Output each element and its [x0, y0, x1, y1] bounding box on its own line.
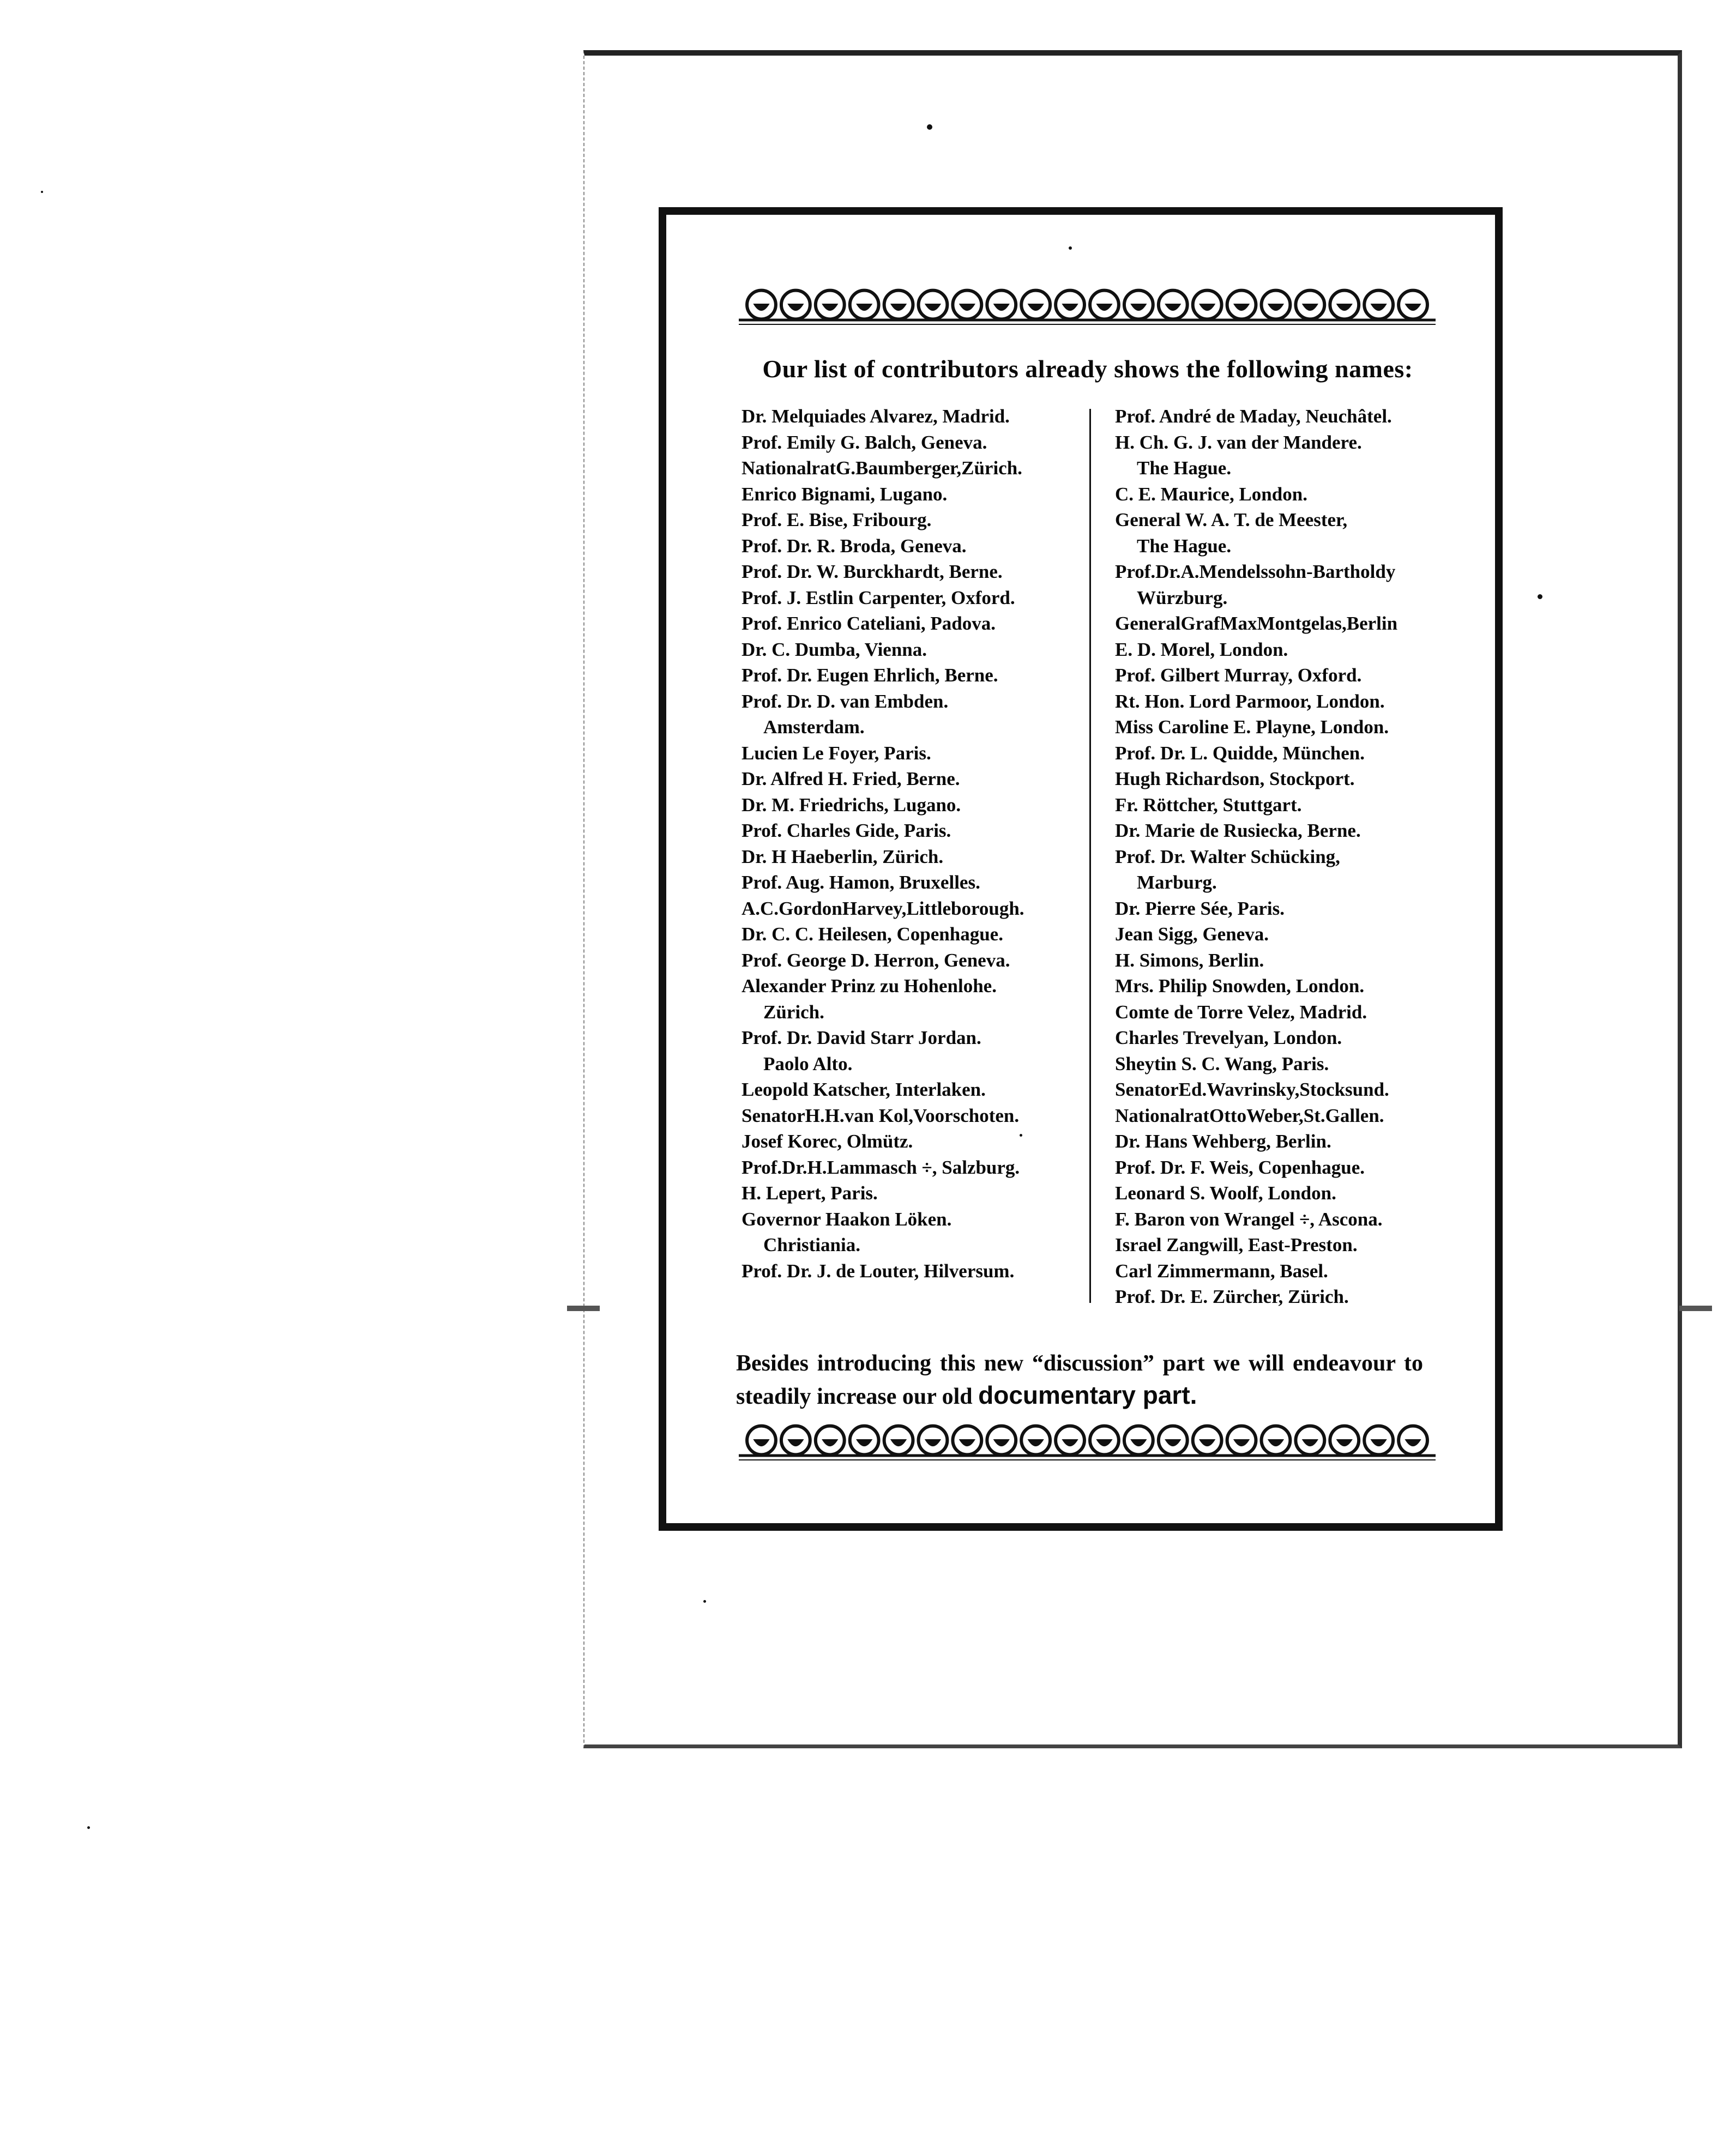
contributor-entry — [1115, 1258, 1464, 1284]
contributor-name: Enrico Bignami, Lugano. — [742, 483, 948, 505]
contributor-entry — [742, 481, 1090, 508]
ornament-swirl — [753, 304, 769, 311]
contributor-entry — [1115, 973, 1464, 999]
contributor-entry — [742, 430, 1090, 456]
ornament-band-bottom — [739, 1422, 1436, 1465]
ornament-swirl — [1165, 1439, 1181, 1446]
contributor-entry — [742, 507, 1090, 533]
contributor-entry — [742, 611, 1090, 637]
ornament-swirl — [1062, 1439, 1078, 1446]
contributor-name: Sheytin S. C. Wang, Paris. — [1115, 1053, 1329, 1074]
contributor-name: GeneralGrafMaxMontgelas,Berlin — [1115, 613, 1398, 634]
contributor-name: Miss Caroline E. Playne, London. — [1115, 716, 1389, 738]
contributor-name: Governor Haakon Löken. — [742, 1208, 952, 1230]
contributor-name: Josef Korec, Olmütz. — [742, 1131, 913, 1152]
scan-speck — [1020, 1134, 1022, 1137]
contributor-name-continuation: Christiania. — [763, 1234, 860, 1255]
contributor-entry — [1115, 662, 1464, 689]
contributor-entry — [742, 818, 1090, 844]
contributor-name: H. Ch. G. J. van der Mandere. — [1115, 431, 1362, 453]
contributor-name: Carl Zimmermann, Basel. — [1115, 1260, 1328, 1282]
ornament-swirl — [1130, 1439, 1147, 1446]
contributor-entry — [1115, 921, 1464, 947]
ornament-swirl — [1096, 304, 1112, 311]
contributor-name: Dr. Pierre Sée, Paris. — [1115, 897, 1285, 919]
contributor-entry — [1115, 481, 1464, 508]
ornament-swirl — [822, 304, 838, 311]
ornament-swirl — [1130, 304, 1147, 311]
ornament-swirl — [890, 304, 907, 311]
contributor-name: Prof.Dr.H.Lammasch ÷, Salzburg. — [742, 1156, 1020, 1178]
contributor-name: NationalratOttoWeber,St.Gallen. — [1115, 1104, 1384, 1126]
contributor-name: Dr. C. C. Heilesen, Copenhague. — [742, 923, 1003, 945]
contributor-name: Israel Zangwill, East-Preston. — [1115, 1234, 1358, 1255]
contributor-name: Prof. Enrico Cateliani, Padova. — [742, 613, 996, 634]
contributor-entry — [1115, 689, 1464, 715]
contributor-entry — [1115, 1128, 1464, 1155]
contributor-name: Alexander Prinz zu Hohenlohe. — [742, 975, 997, 997]
contributor-name: Prof. Dr. Eugen Ehrlich, Berne. — [742, 665, 998, 686]
contributor-entry — [742, 870, 1090, 896]
column-divider — [1089, 409, 1091, 1303]
contributor-name: A.C.GordonHarvey,Littleborough. — [742, 897, 1024, 919]
contributor-name: Charles Trevelyan, London. — [1115, 1027, 1342, 1048]
ornament-swirl — [1233, 1439, 1250, 1446]
contributor-name: Prof. Gilbert Murray, Oxford. — [1115, 665, 1362, 686]
ornament-swirl — [890, 1439, 907, 1446]
contributor-name: Prof. Dr. F. Weis, Copenhague. — [1115, 1156, 1365, 1178]
contributor-entry — [1115, 792, 1464, 818]
contributor-entry — [1115, 637, 1464, 663]
contributor-name-continuation: The Hague. — [1137, 535, 1232, 557]
contributor-name: Prof. E. Bise, Fribourg. — [742, 509, 932, 530]
ornament-swirl — [1165, 304, 1181, 311]
ornament-swirl — [1336, 304, 1353, 311]
ornament-swirl — [787, 1439, 804, 1446]
ornament-swirl — [1028, 304, 1044, 311]
contributor-entry — [742, 533, 1090, 559]
contributor-name: NationalratG.Baumberger,Zürich. — [742, 457, 1022, 479]
ornament-swirl — [1028, 1439, 1044, 1446]
scan-speck — [1538, 594, 1542, 599]
ornament-swirl — [993, 304, 1010, 311]
contributor-name: Prof. Dr. J. de Louter, Hilversum. — [742, 1260, 1015, 1282]
contributor-name: Dr. Alfred H. Fried, Berne. — [742, 768, 960, 789]
ornament-swirl — [1268, 304, 1284, 311]
contributor-entry — [742, 1025, 1090, 1077]
contributor-name: C. E. Maurice, London. — [1115, 483, 1307, 505]
contributor-name: E. D. Morel, London. — [1115, 638, 1288, 660]
closing-text: Besides introducing this new “discussion” part we will endeavour to steadily increase our old — [736, 1351, 1423, 1409]
ornament-swirl — [1405, 1439, 1421, 1446]
contributor-name: Prof. Dr. Walter Schücking, — [1115, 846, 1340, 867]
ornament-swirl — [1405, 304, 1421, 311]
scan-speck — [87, 1826, 90, 1829]
contributor-name: Comte de Torre Velez, Madrid. — [1115, 1001, 1367, 1023]
contributor-name: SenatorH.H.van Kol,Voorschoten. — [742, 1104, 1020, 1126]
contributor-entry — [1115, 896, 1464, 922]
contributor-name-continuation: Amsterdam. — [763, 716, 865, 738]
ornament-band-top — [739, 286, 1436, 330]
contributor-entry — [742, 455, 1090, 481]
contributor-entry — [1115, 947, 1464, 974]
contributor-entry — [1115, 1180, 1464, 1206]
contributor-entry — [1115, 507, 1464, 559]
contributor-entry — [1115, 1077, 1464, 1103]
contributor-entry — [1115, 714, 1464, 740]
contributor-entry — [1115, 999, 1464, 1025]
contributor-name: Prof.Dr.A.Mendelssohn-Bartholdy — [1115, 561, 1396, 582]
scan-speck — [1069, 246, 1072, 250]
contributors-left-column — [742, 403, 1090, 1284]
fold-mark-right — [1679, 1306, 1712, 1311]
contributor-entry — [742, 637, 1090, 663]
contributor-name-continuation: Zürich. — [763, 1001, 824, 1023]
contributor-name: Prof. Dr. R. Broda, Geneva. — [742, 535, 967, 557]
contributor-entry — [742, 1077, 1090, 1103]
ornament-swirl — [1302, 304, 1318, 311]
contributor-name: Lucien Le Foyer, Paris. — [742, 742, 931, 764]
contributor-name: H. Simons, Berlin. — [1115, 949, 1264, 971]
contributor-name: Prof. George D. Herron, Geneva. — [742, 949, 1010, 971]
contributor-entry — [1115, 430, 1464, 481]
ornament-swirl — [1336, 1439, 1353, 1446]
ornament-swirl — [753, 1439, 769, 1446]
contributor-entry — [742, 1180, 1090, 1206]
contributor-entry — [742, 1155, 1090, 1181]
fold-mark-left — [567, 1306, 600, 1311]
page-heading: Our list of contributors already shows the following names: — [762, 355, 1413, 383]
contributor-name: Hugh Richardson, Stockport. — [1115, 768, 1355, 789]
contributor-name: Jean Sigg, Geneva. — [1115, 923, 1269, 945]
closing-emphasis: documentary part. — [978, 1381, 1197, 1409]
contributor-entry — [742, 921, 1090, 947]
ornament-swirl — [1096, 1439, 1112, 1446]
contributor-entry — [742, 585, 1090, 611]
contributor-entry — [742, 1103, 1090, 1129]
contributor-entry — [742, 403, 1090, 430]
contributor-name: F. Baron von Wrangel ÷, Ascona. — [1115, 1208, 1383, 1230]
contributor-name: Prof. Dr. L. Quidde, München. — [1115, 742, 1365, 764]
contributor-name: Prof. André de Maday, Neuchâtel. — [1115, 406, 1392, 427]
scan-speck — [703, 1600, 706, 1603]
contributor-entry — [1115, 559, 1464, 611]
contributor-name: Prof. Charles Gide, Paris. — [742, 820, 951, 841]
contributor-name: Dr. Melquiades Alvarez, Madrid. — [742, 406, 1010, 427]
contributor-name: Dr. M. Friedrichs, Lugano. — [742, 794, 961, 816]
contributor-entry — [1115, 844, 1464, 896]
contributor-name: Prof. Dr. David Starr Jordan. — [742, 1027, 981, 1048]
ornament-swirl — [1199, 304, 1215, 311]
scan-speck — [927, 124, 932, 130]
ornament-swirl — [1233, 304, 1250, 311]
contributor-name: Prof. Emily G. Balch, Geneva. — [742, 431, 987, 453]
contributor-entry — [1115, 740, 1464, 766]
contributor-name: Prof. Aug. Hamon, Bruxelles. — [742, 872, 980, 893]
contributor-name: Fr. Röttcher, Stuttgart. — [1115, 794, 1302, 816]
ornament-swirl — [787, 304, 804, 311]
contributor-name: Dr. H Haeberlin, Zürich. — [742, 846, 944, 867]
contributor-entry — [742, 689, 1090, 740]
contributor-entry — [742, 766, 1090, 792]
ornament-swirl — [925, 304, 941, 311]
contributor-entry — [1115, 403, 1464, 430]
contributor-entry — [742, 559, 1090, 585]
contributor-entry — [1115, 611, 1464, 637]
ornament-swirl — [925, 1439, 941, 1446]
ornament-swirl — [856, 1439, 872, 1446]
contributor-name: Prof. Dr. E. Zürcher, Zürich. — [1115, 1286, 1349, 1307]
closing-paragraph — [736, 1348, 1423, 1412]
contributor-name: Prof. J. Estlin Carpenter, Oxford. — [742, 587, 1015, 608]
ornament-swirl — [1268, 1439, 1284, 1446]
contributor-entry — [1115, 818, 1464, 844]
ornament-swirl — [856, 304, 872, 311]
scan-speck — [41, 191, 43, 193]
contributor-name: Mrs. Philip Snowden, London. — [1115, 975, 1365, 997]
contributor-entry — [1115, 1232, 1464, 1258]
contributor-entry — [742, 844, 1090, 870]
contributor-entry — [1115, 1206, 1464, 1233]
contributor-name-continuation: The Hague. — [1137, 457, 1232, 479]
contributor-name: Prof. Dr. W. Burckhardt, Berne. — [742, 561, 1003, 582]
contributor-name: SenatorEd.Wavrinsky,Stocksund. — [1115, 1079, 1389, 1100]
contributor-entry — [742, 896, 1090, 922]
contributor-name: Rt. Hon. Lord Parmoor, London. — [1115, 690, 1385, 712]
contributor-entry — [742, 1258, 1090, 1284]
contributor-name: Leopold Katscher, Interlaken. — [742, 1079, 986, 1100]
contributor-name: Leonard S. Woolf, London. — [1115, 1182, 1336, 1204]
ornament-swirl — [1062, 304, 1078, 311]
contributor-entry — [1115, 1155, 1464, 1181]
ornament-swirl — [1302, 1439, 1318, 1446]
contributor-entry — [1115, 1025, 1464, 1051]
ornament-swirl — [959, 304, 975, 311]
contributor-entry — [742, 947, 1090, 974]
contributor-entry — [742, 973, 1090, 1025]
contributor-name-continuation: Paolo Alto. — [763, 1053, 853, 1074]
ornament-swirl — [1371, 304, 1387, 311]
contributor-entry — [1115, 766, 1464, 792]
contributor-name: Dr. Marie de Rusiecka, Berne. — [1115, 820, 1361, 841]
ornament-swirl — [1199, 1439, 1215, 1446]
contributor-entry — [1115, 1103, 1464, 1129]
contributor-entry — [1115, 1284, 1464, 1310]
contributor-name: Dr. C. Dumba, Vienna. — [742, 638, 927, 660]
contributors-right-column — [1115, 403, 1464, 1310]
ornament-swirl — [993, 1439, 1010, 1446]
ornament-swirl — [822, 1439, 838, 1446]
ornament-swirl — [1371, 1439, 1387, 1446]
contributor-entry — [742, 1206, 1090, 1258]
contributor-name: H. Lepert, Paris. — [742, 1182, 878, 1204]
contributor-entry — [742, 740, 1090, 766]
contributor-name-continuation: Marburg. — [1137, 872, 1217, 893]
contributor-entry — [742, 792, 1090, 818]
contributor-name: General W. A. T. de Meester, — [1115, 509, 1348, 530]
contributor-name: Prof. Dr. D. van Embden. — [742, 690, 949, 712]
contributor-entry — [742, 662, 1090, 689]
contributor-entry — [742, 1128, 1090, 1155]
ornament-swirl — [959, 1439, 975, 1446]
contributor-name-continuation: Würzburg. — [1137, 587, 1228, 608]
contributor-name: Dr. Hans Wehberg, Berlin. — [1115, 1131, 1331, 1152]
contributor-entry — [1115, 1051, 1464, 1077]
